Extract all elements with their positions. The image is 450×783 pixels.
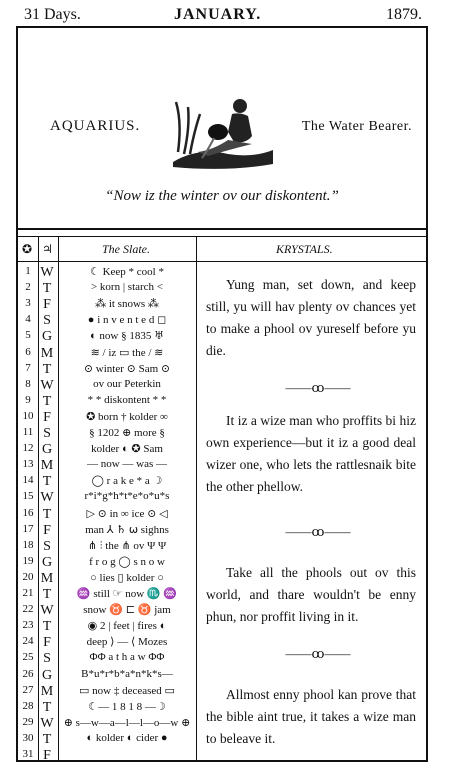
- slate-entry: f r o g ◯ s n o w: [89, 555, 165, 568]
- slate-entry: ov our Peterkin: [93, 377, 161, 390]
- weekday-letter: S: [43, 313, 51, 329]
- weekday-letter: G: [41, 667, 53, 683]
- day-number: 20: [22, 570, 34, 583]
- slate-entry: ΦΦ a t h a w ΦΦ: [89, 651, 165, 664]
- weekday-letter: T: [42, 587, 52, 602]
- day-number: 3: [25, 297, 31, 310]
- slate-entry: — now — was —: [86, 458, 168, 471]
- day-number: 4: [25, 313, 31, 326]
- slate-entry: ◯ r a k e * a ☽: [91, 475, 163, 488]
- weekday-letter: F: [43, 522, 51, 538]
- weekday-letter: T: [42, 474, 52, 490]
- slate-entry: man ⅄ ♄ ⍵ sighns: [85, 523, 169, 536]
- day-number: 1: [25, 265, 31, 277]
- day-number: 22: [22, 603, 34, 616]
- slate-entry: B*u*r*b*a*n*k*s—: [81, 667, 173, 680]
- calendar-frame: [16, 26, 428, 762]
- day-number: 30: [22, 731, 34, 744]
- top-line: [18, 4, 428, 26]
- day-number: 9: [25, 393, 31, 406]
- ornament-divider: ——ꝏ——: [285, 646, 351, 661]
- day-number: 31: [22, 748, 34, 760]
- slate-entry: snow ♉ ⊏ ♉ jam: [83, 604, 171, 617]
- zodiac-sign: AQUARIUS.: [50, 118, 141, 134]
- motto: “Now iz the winter ov our diskontent.”: [105, 188, 339, 204]
- weekday-letter: M: [40, 570, 54, 586]
- weekday-letter: S: [43, 426, 51, 441]
- day-number: 2: [25, 281, 31, 294]
- day-number: 14: [22, 474, 34, 487]
- slate-entry: deep ⟩ — ⟨ Mozes: [86, 636, 168, 649]
- krystal-3: Take all the phools out ov this world, and thare wouldn't be enny phun, nor proffit living in it.: [206, 565, 416, 624]
- weekday-letter: T: [42, 281, 52, 297]
- day-number: 19: [22, 554, 34, 567]
- slate-entry: ◐ now § 1835 ♅: [90, 330, 164, 343]
- weekday-letter: T: [42, 699, 52, 715]
- slate-entry: ⋔ ⫶ the ⋔ ov Ψ Ψ: [87, 539, 167, 552]
- weekday-letter: F: [43, 635, 51, 651]
- weekday-letter: T: [42, 393, 52, 409]
- day-number: 23: [22, 619, 34, 632]
- weekday-letter: F: [43, 748, 51, 763]
- weekday-letter: W: [40, 603, 54, 619]
- slate-entry: ☾ Keep * cool *: [89, 266, 164, 278]
- weekday-letter: G: [41, 554, 53, 570]
- slate-entry: ☾— 1 8 1 8 —☽: [88, 700, 166, 713]
- day-number: 17: [22, 522, 34, 535]
- water-bearer-illustration: [168, 92, 278, 177]
- day-number: 16: [22, 506, 34, 519]
- slate-entry: ⊕ s—w—a—l—l—o—w ⊕: [63, 716, 191, 729]
- day-number: 8: [25, 377, 31, 390]
- slate-entry: ⊙ winter ⊙ Sam ⊙: [83, 362, 171, 375]
- day-number: 10: [22, 409, 34, 422]
- days-count: 31 Days.: [24, 6, 81, 23]
- day-number: 28: [22, 699, 34, 712]
- day-number: 5: [25, 329, 31, 342]
- weekday-letter: W: [40, 490, 54, 506]
- slate-entry: § 1202 ⊕ more §: [89, 427, 165, 439]
- slate-entry: ● i n v e n t e d ◻: [87, 314, 167, 327]
- slate-entry: ○ lies ▯ kolder ○: [90, 571, 164, 584]
- weekday-letter: T: [42, 731, 52, 747]
- day-number: 6: [25, 345, 31, 358]
- krystal-4: Allmost enny phool kan prove that the bible aint true, it takes a wize man to beleave it.: [206, 687, 416, 746]
- column-divider: [58, 236, 59, 762]
- month-title: JANUARY.: [174, 6, 262, 23]
- day-number: 21: [22, 587, 34, 599]
- slate-entry: ✪ born † kolder ∞: [86, 410, 168, 423]
- day-number: 27: [22, 683, 34, 696]
- krystal-2: It iz a wize man who proffits bi hiz own experience—but it iz a good deal wizer one, who lets the rattlesnaik bite the other phellow.: [206, 413, 416, 494]
- weekday-letter: S: [43, 538, 51, 554]
- column-header-rule: [18, 261, 426, 262]
- weekday-letter: W: [40, 715, 54, 731]
- zodiac-name: The Water Bearer.: [301, 119, 412, 134]
- day-number: 11: [22, 426, 34, 438]
- zodiac-header: [18, 28, 426, 230]
- slate-entry: kolder ◐ ✪ Sam: [91, 443, 163, 456]
- day-number: 29: [22, 715, 34, 728]
- slate-entry: ♒ still ☞ now ♏ ♒: [76, 588, 178, 600]
- weekday-letter: W: [40, 265, 54, 280]
- slate-entry: ≋ / iz ▭ the / ≋: [90, 346, 164, 359]
- slate-entry: ◉ 2 | feet | fires ◐: [87, 620, 167, 633]
- year: 1879.: [386, 6, 422, 23]
- slate-entry: * * diskontent * *: [87, 393, 167, 406]
- weekday-letter: G: [41, 329, 53, 345]
- weekday-letter: T: [42, 619, 52, 635]
- day-number: 25: [22, 651, 34, 664]
- weekday-letter: S: [43, 651, 51, 667]
- weekday-letter: F: [43, 409, 51, 425]
- day-number: 24: [22, 635, 34, 648]
- day-number: 13: [22, 458, 34, 471]
- ornament-divider: ——ꝏ——: [285, 380, 351, 395]
- weekday-letter: T: [42, 361, 52, 377]
- weekday-letter: M: [40, 345, 54, 361]
- day-column-symbol: ✪: [22, 242, 33, 256]
- week-column-symbol: ♃: [42, 242, 53, 256]
- weekday-letter: G: [41, 442, 53, 458]
- weekday-letter: M: [40, 458, 54, 474]
- weekday-letter: T: [42, 506, 52, 522]
- slate-entry: r*i*g*h*t*e*o*u*s: [84, 490, 170, 503]
- day-number: 26: [22, 667, 34, 680]
- slate-entry: ⁂ it snows ⁂: [95, 298, 159, 311]
- slate-entry: ▷ ⊙ in ∞ ice ⊙ ◁: [86, 507, 168, 520]
- column-top-rule: [18, 236, 426, 237]
- column-divider: [196, 236, 197, 762]
- day-number: 12: [22, 442, 34, 455]
- weekday-letter: M: [40, 683, 54, 699]
- day-number: 18: [22, 538, 34, 551]
- slate-entry: ▭ now ‡ deceased ▭: [79, 684, 175, 697]
- weekday-letter: W: [40, 377, 54, 393]
- weekday-letter: F: [43, 297, 51, 313]
- day-number: 15: [22, 490, 34, 503]
- krystals-column-header: KRYSTALS.: [276, 242, 333, 256]
- slate-entry: > korn | starch <: [90, 281, 164, 294]
- day-number: 7: [25, 361, 31, 374]
- slate-entry: ◐ kolder ◐ cider ●: [86, 731, 168, 744]
- ornament-divider: ——ꝏ——: [285, 524, 351, 539]
- slate-column-header: The Slate.: [102, 242, 150, 256]
- krystal-1: Yung man, set down, and keep still, yu will hav plenty ov chances yet to make a phool ov yureself before yu die.: [206, 277, 416, 358]
